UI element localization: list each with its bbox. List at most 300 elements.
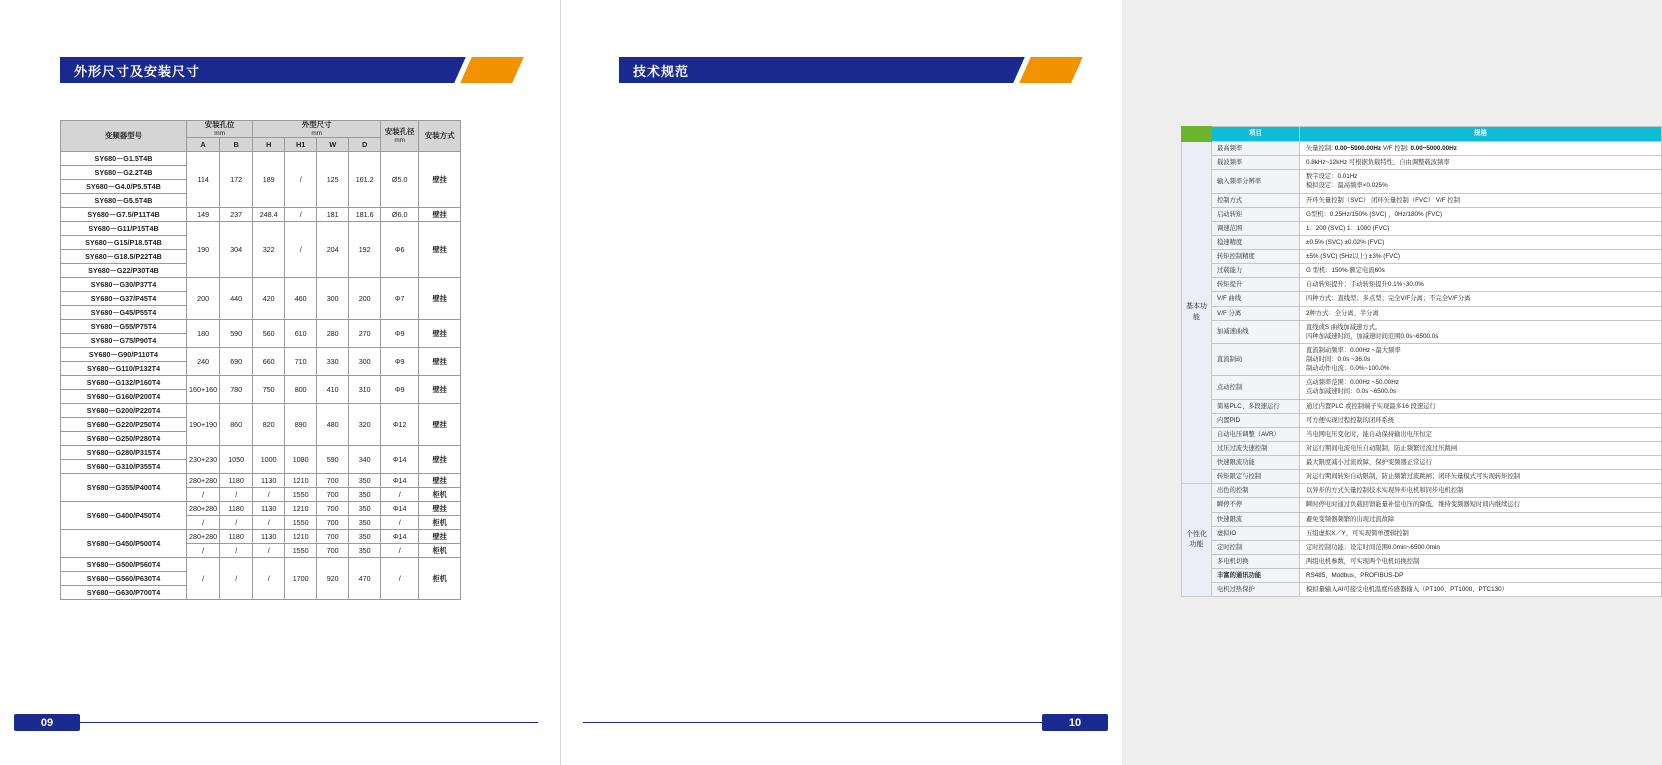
spec-group-label: 基本功能 — [1182, 142, 1212, 484]
th-model: 变频器型号 — [61, 121, 187, 152]
cell-b: / — [220, 558, 253, 600]
cell-a: / — [187, 516, 220, 530]
right-banner-title: 技术规范 — [619, 57, 999, 83]
spec-value — [1300, 470, 1662, 484]
cell-mount: 壁挂 — [419, 474, 461, 488]
spec-item: 虚拟IO — [1212, 526, 1300, 540]
spec-item: 简易PLC、多段速运行 — [1212, 399, 1300, 413]
cell-h1: 610 — [285, 320, 317, 348]
cell-dia: / — [381, 544, 419, 558]
cell-dia: Φ14 — [381, 530, 419, 544]
th-dia-unit: mm — [394, 137, 406, 145]
cell-b: 1180 — [220, 474, 253, 488]
cell-dia: Φ9 — [381, 348, 419, 376]
cell-w: 300 — [317, 278, 349, 320]
cell-h: 1130 — [253, 530, 285, 544]
spec-row — [1182, 427, 1662, 441]
cell-model: SY680－G37/P45T4 — [61, 292, 187, 306]
cell-h: / — [253, 516, 285, 530]
cell-h1: / — [285, 152, 317, 208]
spec-value-line: 制动动作电流：0.0%~100.0% — [1306, 365, 1390, 373]
cell-b: 690 — [220, 348, 253, 376]
spec-row — [1182, 250, 1662, 264]
cell-model: SY680－G45/P55T4 — [61, 306, 187, 320]
spec-row — [1182, 142, 1662, 156]
cell-h: 750 — [253, 376, 285, 404]
cell-mount: 柜机 — [419, 488, 461, 502]
spec-value-line: 数字设定：0.01Hz — [1306, 173, 1358, 181]
spec-row — [1182, 540, 1662, 554]
table-row — [61, 278, 461, 292]
right-banner — [619, 57, 1077, 83]
spec-item: 加减速曲线 — [1212, 320, 1300, 343]
spec-value-line: 通过内置PLC 或控制端子实现最多16 段速运行 — [1306, 402, 1436, 410]
spec-value-line: ±5% (SVC) (5Hz以上) ±3% (FVC) — [1306, 253, 1401, 260]
cell-h: 820 — [253, 404, 285, 446]
cell-d: 192 — [349, 222, 381, 278]
cell-model: SY680－G355/P400T4 — [61, 474, 187, 502]
cell-w: 920 — [317, 558, 349, 600]
cell-model: SY680－G630/P700T4 — [61, 586, 187, 600]
spec-value-line: 1：200 (SVC) 1：1000 (FVC) — [1306, 224, 1390, 232]
spec-item: 快速限流 — [1212, 512, 1300, 526]
cell-d: 200 — [349, 278, 381, 320]
cell-d: 350 — [349, 474, 381, 488]
spec-item: 载波频率 — [1212, 156, 1300, 170]
cell-h1: / — [285, 222, 317, 278]
cell-a: 149 — [187, 208, 220, 222]
cell-dia: Φ14 — [381, 502, 419, 516]
cell-model: SY680－G5.5T4B — [61, 194, 187, 208]
cell-dia: / — [381, 488, 419, 502]
cell-a: 190 — [187, 222, 220, 278]
spec-value — [1300, 221, 1662, 235]
cell-w: 480 — [317, 404, 349, 446]
spec-item: 转矩控制精度 — [1212, 250, 1300, 264]
cell-model: SY680－G11/P15T4B — [61, 222, 187, 236]
cell-h1: 1550 — [285, 544, 317, 558]
cell-b: 780 — [220, 376, 253, 404]
cell-model: SY680－G30/P37T4 — [61, 278, 187, 292]
cell-h: / — [253, 488, 285, 502]
spec-value — [1300, 427, 1662, 441]
th-h: H — [253, 138, 285, 152]
spec-value — [1300, 207, 1662, 221]
spec-table — [1181, 126, 1662, 597]
cell-d: 350 — [349, 544, 381, 558]
cell-d: 350 — [349, 530, 381, 544]
cell-mount: 壁挂 — [419, 502, 461, 516]
cell-model: SY680－G310/P355T4 — [61, 460, 187, 474]
spec-value-line: 对运行期间电流电压自动限制，防止频繁过流过压跳闸 — [1306, 444, 1458, 452]
cell-dia: Φ6 — [381, 222, 419, 278]
spec-item: 自动电压调整（AVR） — [1212, 427, 1300, 441]
cell-mount: 壁挂 — [419, 320, 461, 348]
cell-model: SY680－G75/P90T4 — [61, 334, 187, 348]
cell-h: 248.4 — [253, 208, 285, 222]
cell-w: 330 — [317, 348, 349, 376]
th-hole-unit: mm — [214, 130, 225, 138]
spec-item: V/F 曲线 — [1212, 292, 1300, 306]
table-row — [61, 530, 461, 544]
spec-row — [1182, 156, 1662, 170]
cell-mount: 柜机 — [419, 516, 461, 530]
table-row — [61, 152, 461, 166]
spec-row — [1182, 320, 1662, 343]
cell-model: SY680－G132/P160T4 — [61, 376, 187, 390]
spec-value — [1300, 441, 1662, 455]
cell-b: 237 — [220, 208, 253, 222]
spec-row — [1182, 221, 1662, 235]
spec-row — [1182, 498, 1662, 512]
cell-model: SY680－G200/P220T4 — [61, 404, 187, 418]
spec-value — [1300, 554, 1662, 568]
spec-item: 多电机切换 — [1212, 554, 1300, 568]
spec-value — [1300, 343, 1662, 375]
cell-dia: Φ9 — [381, 320, 419, 348]
table-row — [61, 222, 461, 236]
cell-model: SY680－G560/P630T4 — [61, 572, 187, 586]
cell-d: 181.6 — [349, 208, 381, 222]
cell-h: / — [253, 558, 285, 600]
cell-model: SY680－G2.2T4B — [61, 166, 187, 180]
left-page-number: 09 — [14, 714, 80, 731]
cell-h: 560 — [253, 320, 285, 348]
cell-a: / — [187, 544, 220, 558]
spec-value-line: RS485、Modbus、PROFIBUS-DP — [1306, 572, 1404, 579]
table-row — [61, 502, 461, 516]
cell-d: 350 — [349, 502, 381, 516]
spec-value — [1300, 498, 1662, 512]
cell-model: SY680－G110/P132T4 — [61, 362, 187, 376]
cell-model: SY680－G4.0/P5.5T4B — [61, 180, 187, 194]
th-h1: H1 — [285, 138, 317, 152]
th-w: W — [317, 138, 349, 152]
spec-header-spec: 规格 — [1300, 127, 1662, 142]
spec-value-line: 定时控制功能：设定时间范围0.0min~6500.0min — [1306, 543, 1440, 551]
spec-value-line: G型机：0.25Hz/150% (SVC) ，0Hz/180% (FVC) — [1306, 210, 1443, 218]
cell-w: 181 — [317, 208, 349, 222]
spec-row — [1182, 193, 1662, 207]
cell-model: SY680－G220/P250T4 — [61, 418, 187, 432]
spec-value-line: 直线或S 曲线加减速方式。 — [1306, 323, 1382, 331]
spec-item: 直流制动 — [1212, 343, 1300, 375]
table-header-row-1 — [61, 121, 461, 138]
cell-w: 204 — [317, 222, 349, 278]
spec-row — [1182, 170, 1662, 193]
spec-item: 稳速精度 — [1212, 235, 1300, 249]
th-mount: 安装方式 — [419, 121, 461, 152]
spec-value-line: 点动加减速时间：0.0s ~6500.0s — [1306, 388, 1397, 396]
cell-model: SY680－G450/P500T4 — [61, 530, 187, 558]
cell-a: / — [187, 558, 220, 600]
cell-model: SY680－G160/P200T4 — [61, 390, 187, 404]
th-outline-unit: mm — [311, 130, 323, 138]
spec-value-line: 当电网电压变化时，能自动保持输出电压恒定 — [1306, 430, 1432, 438]
cell-model: SY680－G400/P450T4 — [61, 502, 187, 530]
cell-model: SY680－G500/P560T4 — [61, 558, 187, 572]
table-row — [61, 208, 461, 222]
cell-w: 700 — [317, 488, 349, 502]
cell-a: 200 — [187, 278, 220, 320]
cell-w: 700 — [317, 530, 349, 544]
cell-d: 310 — [349, 376, 381, 404]
spec-header-row — [1182, 127, 1662, 142]
cell-mount: 壁挂 — [419, 208, 461, 222]
spec-item: 启动转矩 — [1212, 207, 1300, 221]
spec-table-wrap — [1181, 126, 1662, 597]
cell-a: 280+280 — [187, 530, 220, 544]
cell-mount: 壁挂 — [419, 152, 461, 208]
table-row — [61, 558, 461, 572]
th-dia-label: 安装孔径 — [384, 127, 415, 136]
cell-w: 700 — [317, 474, 349, 488]
spec-item: 调速范围 — [1212, 221, 1300, 235]
cell-mount: 壁挂 — [419, 222, 461, 278]
spec-row — [1182, 264, 1662, 278]
cell-w: 700 — [317, 544, 349, 558]
spec-value — [1300, 484, 1662, 498]
spec-value-line: 制动时间：0.0s ~36.0s — [1306, 356, 1371, 363]
th-a: A — [187, 138, 220, 152]
cell-h: 322 — [253, 222, 285, 278]
spec-item: 出色的控制 — [1212, 484, 1300, 498]
cell-h1: 1210 — [285, 530, 317, 544]
cell-w: 125 — [317, 152, 349, 208]
th-dia — [381, 121, 419, 152]
table-row — [61, 446, 461, 460]
spec-row — [1182, 207, 1662, 221]
th-hole-label: 安装孔位 — [204, 120, 235, 129]
spec-row — [1182, 399, 1662, 413]
cell-h1: 460 — [285, 278, 317, 320]
cell-mount: 柜机 — [419, 544, 461, 558]
spec-value — [1300, 142, 1662, 156]
table-row — [61, 404, 461, 418]
spec-value-line: 避免变频器频繁的出现过流故障 — [1306, 515, 1395, 523]
spec-value — [1300, 399, 1662, 413]
spec-row — [1182, 376, 1662, 399]
cell-d: 470 — [349, 558, 381, 600]
spec-value-line: 自动转矩提升；手动转矩提升0.1%~30.0% — [1306, 281, 1424, 289]
spec-value-line: 四种方式：直线型；多点型；完全V/F分离；不完全V/F分离 — [1306, 295, 1471, 303]
spec-row — [1182, 484, 1662, 498]
cell-h: 189 — [253, 152, 285, 208]
cell-b: 590 — [220, 320, 253, 348]
spec-value-line: 0.8kHz~12kHz 可根据负载特性，自由调整载波频率 — [1306, 159, 1450, 167]
table-row — [61, 348, 461, 362]
cell-model: SY680－G55/P75T4 — [61, 320, 187, 334]
spec-header-accent — [1182, 127, 1212, 142]
cell-h1: 1080 — [285, 446, 317, 474]
spec-value-line: 最大限度减小过流故障，保护变频器正常运行 — [1306, 459, 1432, 466]
cell-a: / — [187, 488, 220, 502]
cell-a: 180 — [187, 320, 220, 348]
spec-value — [1300, 292, 1662, 306]
cell-w: 590 — [317, 446, 349, 474]
cell-mount: 壁挂 — [419, 278, 461, 320]
spec-item: 瞬停不停 — [1212, 498, 1300, 512]
spec-value — [1300, 569, 1662, 583]
cell-model: SY680－G22/P30T4B — [61, 264, 187, 278]
spec-value-line: 开环矢量控制（SVC） 闭环矢量控制（FVC） V/F 控制 — [1306, 196, 1460, 204]
left-banner — [60, 57, 518, 83]
spec-row — [1182, 526, 1662, 540]
table-row — [61, 320, 461, 334]
cell-mount: 壁挂 — [419, 446, 461, 474]
cell-b: 440 — [220, 278, 253, 320]
cell-mount: 壁挂 — [419, 404, 461, 446]
cell-d: 340 — [349, 446, 381, 474]
cell-b: / — [220, 544, 253, 558]
cell-b: / — [220, 488, 253, 502]
cell-model: SY680－G250/P280T4 — [61, 432, 187, 446]
left-page — [0, 0, 561, 765]
cell-a: 160+160 — [187, 376, 220, 404]
cell-h1: 800 — [285, 376, 317, 404]
spec-item: 过压过流失速控制 — [1212, 441, 1300, 455]
spec-value-line: 直流制动频率：0.00Hz ~最大频率 — [1306, 346, 1401, 354]
cell-h: 1000 — [253, 446, 285, 474]
cell-h1: 1550 — [285, 488, 317, 502]
cell-model: SY680－G18.5/P22T4B — [61, 250, 187, 264]
cell-b: 172 — [220, 152, 253, 208]
spec-row — [1182, 343, 1662, 375]
spec-value — [1300, 235, 1662, 249]
spec-row — [1182, 441, 1662, 455]
cell-h1: 710 — [285, 348, 317, 376]
dimension-table-wrap — [60, 120, 461, 600]
cell-model: SY680－G15/P18.5T4B — [61, 236, 187, 250]
spec-value — [1300, 193, 1662, 207]
left-banner-title: 外形尺寸及安装尺寸 — [60, 57, 440, 83]
th-outline-group — [253, 121, 381, 138]
cell-w: 700 — [317, 516, 349, 530]
spec-item: 输入频率分辨率 — [1212, 170, 1300, 193]
cell-b: 1180 — [220, 502, 253, 516]
cell-mount: 壁挂 — [419, 376, 461, 404]
spec-row — [1182, 470, 1662, 484]
cell-d: 350 — [349, 516, 381, 530]
cell-dia: Φ14 — [381, 446, 419, 474]
spec-value-line: G 型机：150% 额定电流60s — [1306, 267, 1385, 275]
spec-value-line: 五组虚拟X／Y，可实现简单逻辑控制 — [1306, 529, 1409, 537]
dimension-table — [60, 120, 461, 600]
spec-item: 转矩提升 — [1212, 278, 1300, 292]
cell-mount: 柜机 — [419, 558, 461, 600]
th-b: B — [220, 138, 253, 152]
th-d: D — [349, 138, 381, 152]
th-outline-label: 外型尺寸 — [301, 120, 332, 129]
cell-a: 230+230 — [187, 446, 220, 474]
cell-model: SY680－G280/P315T4 — [61, 446, 187, 460]
cell-h1: 1210 — [285, 502, 317, 516]
spec-row — [1182, 306, 1662, 320]
cell-a: 114 — [187, 152, 220, 208]
spec-value — [1300, 526, 1662, 540]
cell-h1: / — [285, 208, 317, 222]
spec-row — [1182, 583, 1662, 597]
cell-h1: 1210 — [285, 474, 317, 488]
cell-d: 161.2 — [349, 152, 381, 208]
cell-dia: Φ9 — [381, 376, 419, 404]
spec-item: 电机过热保护 — [1212, 583, 1300, 597]
cell-h: 660 — [253, 348, 285, 376]
cell-w: 410 — [317, 376, 349, 404]
cell-h1: 1700 — [285, 558, 317, 600]
right-page-number: 10 — [1042, 714, 1108, 731]
spec-value-line: 模拟设定：最高频率×0.025% — [1306, 182, 1388, 190]
banner-slant-orange-2 — [1019, 57, 1083, 83]
cell-b: 1180 — [220, 530, 253, 544]
spec-value — [1300, 320, 1662, 343]
cell-a: 280+280 — [187, 474, 220, 488]
table-row — [61, 376, 461, 390]
cell-dia: Ø6.0 — [381, 208, 419, 222]
spec-value-line: 模拟量输入AI可接受电机温度传感器输入（PT100、PT1000、PTC130） — [1306, 586, 1508, 594]
cell-d: 270 — [349, 320, 381, 348]
cell-model: SY680－G7.5/P11T4B — [61, 208, 187, 222]
cell-dia: / — [381, 558, 419, 600]
cell-h: / — [253, 544, 285, 558]
th-hole-group — [187, 121, 253, 138]
spec-value-line: 瞬时停电时通过负载回馈能量补偿电压的降低，维持变频器短时间内继续运行 — [1306, 501, 1521, 509]
spec-value — [1300, 264, 1662, 278]
cell-w: 280 — [317, 320, 349, 348]
cell-a: 280+280 — [187, 502, 220, 516]
spec-value — [1300, 413, 1662, 427]
spec-value — [1300, 583, 1662, 597]
cell-d: 320 — [349, 404, 381, 446]
spec-item: 丰富的通讯功能 — [1212, 569, 1300, 583]
spec-row — [1182, 554, 1662, 568]
right-page — [561, 0, 1521, 765]
cell-b: / — [220, 516, 253, 530]
cell-h: 1130 — [253, 474, 285, 488]
left-footer-line — [80, 722, 538, 723]
spec-value — [1300, 540, 1662, 554]
cell-h1: 890 — [285, 404, 317, 446]
spec-row — [1182, 278, 1662, 292]
spec-row — [1182, 569, 1662, 583]
dimension-table-body — [61, 152, 461, 600]
cell-h: 420 — [253, 278, 285, 320]
cell-b: 1050 — [220, 446, 253, 474]
spec-value-line: ±0.5% (SVC) ±0.02% (FVC) — [1306, 238, 1385, 246]
right-footer-line — [583, 722, 1042, 723]
spec-item: 快速限流功能 — [1212, 456, 1300, 470]
spec-value — [1300, 512, 1662, 526]
spec-value-line: 以异步的方式矢量控制技术实现异步电机和同步电机控制 — [1306, 487, 1464, 495]
cell-model: SY680－G90/P110T4 — [61, 348, 187, 362]
cell-a: 190+190 — [187, 404, 220, 446]
cell-a: 240 — [187, 348, 220, 376]
spec-table-body — [1182, 142, 1662, 597]
spec-item: 转矩限定与控制 — [1212, 470, 1300, 484]
spec-item: V/F 分离 — [1212, 306, 1300, 320]
spec-item: 点动控制 — [1212, 376, 1300, 399]
spec-value-line: 2种方式：全分离、半分离 — [1306, 309, 1379, 317]
spec-header-item: 项目 — [1212, 127, 1300, 142]
cell-mount: 壁挂 — [419, 530, 461, 544]
spec-row — [1182, 413, 1662, 427]
spec-row — [1182, 292, 1662, 306]
cell-d: 300 — [349, 348, 381, 376]
spec-value-line: 对运行期间转矩自动限制，防止频繁过流跳闸；闭环矢量模式可实现转矩控制 — [1306, 473, 1521, 481]
cell-h1: 1550 — [285, 516, 317, 530]
cell-b: 304 — [220, 222, 253, 278]
spec-row — [1182, 512, 1662, 526]
